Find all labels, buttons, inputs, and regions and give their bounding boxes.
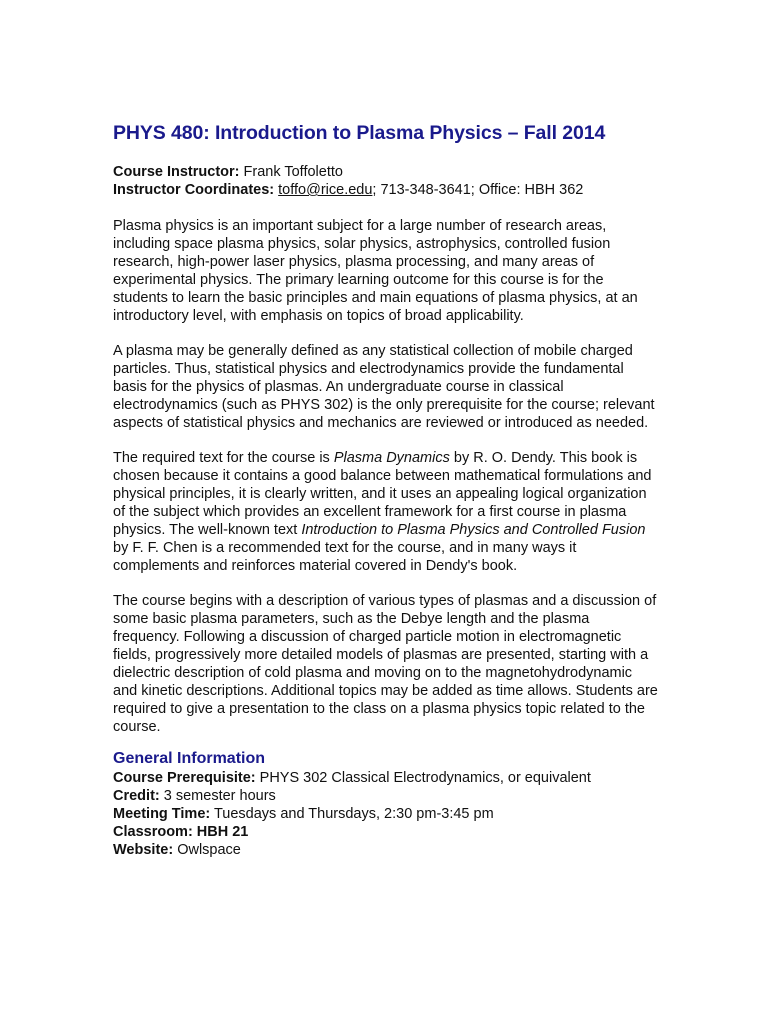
prerequisite-line xyxy=(113,769,658,787)
required-text-paragraph xyxy=(113,449,658,575)
required-text-part1: The required text for the course is xyxy=(113,450,334,466)
syllabus-page xyxy=(113,122,658,859)
instructor-name: Frank Toffoletto xyxy=(243,164,343,180)
coordinates-label: Instructor Coordinates: xyxy=(113,182,275,198)
website-line xyxy=(113,841,658,859)
book-title-dendy: Plasma Dynamics xyxy=(333,450,450,466)
credit-label: Credit: xyxy=(113,788,160,804)
classroom-line xyxy=(113,823,658,841)
instructor-email-link[interactable]: toffo@rice.edu xyxy=(278,182,373,198)
credit-value: 3 semester hours xyxy=(159,788,276,804)
course-title: PHYS 480: Introduction to Plasma Physics – Fall 2014 xyxy=(113,122,606,144)
coordinates-line xyxy=(113,181,658,199)
general-information-heading: General Information xyxy=(113,750,266,767)
required-text-part2: by R. O. Dendy. This book is chosen because it contains a good balance between mathematical formulations and physical principles, it is clearly written, and it uses an appealing logical organization of the subject which provides an excellent framework for a first course in plasma physics. The well-known text xyxy=(113,450,652,538)
instructor-line xyxy=(113,163,658,181)
required-text-part3: by F. F. Chen is a recommended text for the course, and in many ways it complements and reinforces material covered in Dendy's book. xyxy=(113,540,577,574)
classroom-label: Classroom: HBH 21 xyxy=(113,824,249,840)
general-information-list xyxy=(113,769,658,859)
course-outline-paragraph: The course begins with a description of various types of plasmas and a discussion of some basic plasma parameters, such as the Debye length and the plasma frequency. Following a discussion of charged particle motion in electromagnetic fields, progressively more detailed models of plasmas are presented, starting with a dielectric description of cold plasma and moving on to the magnetohydrodynamic and kinetic descriptions. Additional topics may be added as time allows. Students are required to give a presentation to the class on a plasma physics topic related to the course. xyxy=(113,593,658,735)
instructor-block xyxy=(113,163,658,199)
meeting-time-line xyxy=(113,805,658,823)
plasma-definition-paragraph: A plasma may be generally defined as any statistical collection of mobile charged particles. Thus, statistical physics and electrodynamics provide the fundamental basis for the physics of plasmas. An undergraduate course in classical electrodynamics (such as PHYS 302) is the only prerequisite for the course; relevant aspects of statistical physics and mechanics are reviewed or introduced as needed. xyxy=(113,343,655,431)
meeting-time-value: Tuesdays and Thursdays, 2:30 pm-3:45 pm xyxy=(210,806,494,822)
prerequisite-label: Course Prerequisite: xyxy=(113,770,256,786)
website-label: Website: xyxy=(113,842,174,858)
prerequisite-value: PHYS 302 Classical Electrodynamics, or equivalent xyxy=(255,770,591,786)
meeting-time-label: Meeting Time: xyxy=(113,806,211,822)
instructor-label: Course Instructor: xyxy=(113,164,240,180)
website-value: Owlspace xyxy=(173,842,241,858)
credit-line xyxy=(113,787,658,805)
coordinates-rest: ; 713-348-3641; Office: HBH 362 xyxy=(372,182,584,198)
intro-paragraph: Plasma physics is an important subject for a large number of research areas, including space plasma physics, solar physics, astrophysics, controlled fusion research, high-power laser physics, plasma processing, and many areas of experimental physics. The primary learning outcome for this course is for the students to learn the basic principles and main equations of plasma physics, at an introductory level, with emphasis on topics of broad applicability. xyxy=(113,218,638,324)
book-title-chen: Introduction to Plasma Physics and Controlled Fusion xyxy=(301,522,646,538)
